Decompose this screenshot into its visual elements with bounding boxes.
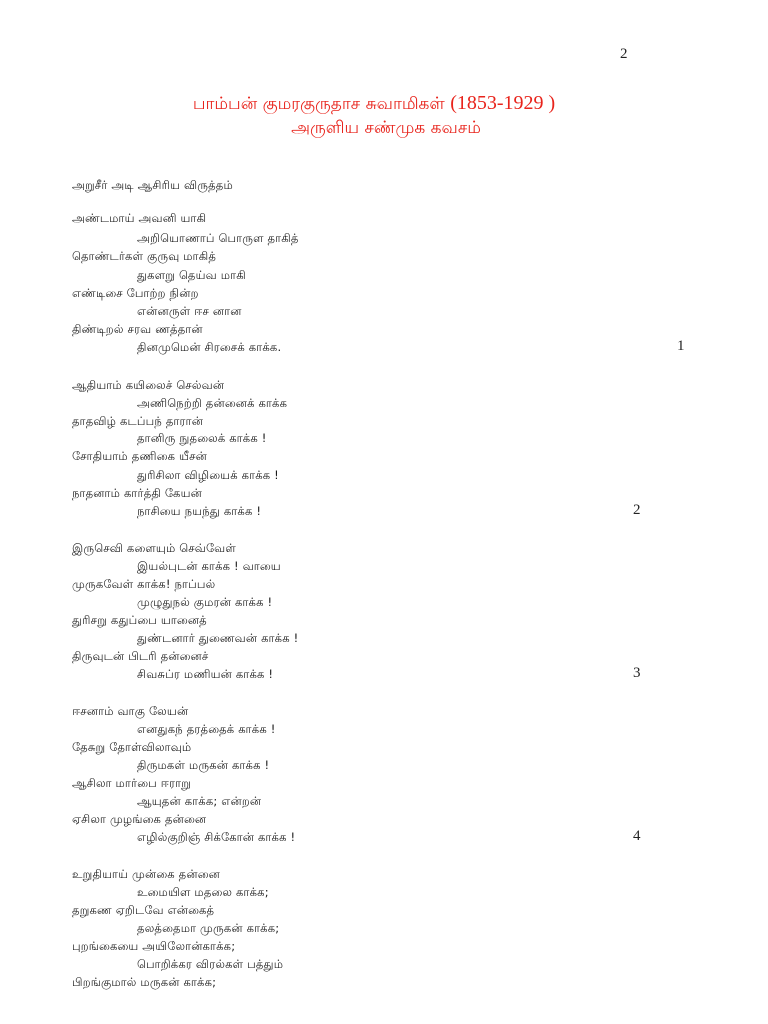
- verse-line: முருகவேள் காக்க! நாப்பல்: [72, 577, 216, 591]
- verse-line: திண்டிறல் சரவ ணத்தான்: [72, 322, 203, 336]
- verse-line: நாதனாம் கார்த்தி கேயன்: [72, 486, 203, 500]
- verse-line: அணிநெற்றி தன்னைக் காக்க: [137, 396, 288, 410]
- verse-line: எனதுகந் தரத்தைக் காக்க !: [137, 722, 276, 736]
- verse-number: 1: [677, 338, 685, 354]
- verse-line: துகளறு தெய்வ மாகி: [137, 268, 246, 282]
- verse-line: எண்டிசை போற்ற நின்ற: [72, 286, 199, 300]
- verse-line: நாசியை நயந்து காக்க !: [137, 504, 262, 518]
- verse-line: ஆசிலா மார்பை ஈராறு: [72, 776, 191, 790]
- verse-number: 4: [633, 828, 641, 844]
- verse-line: முழுதுநல் குமரன் காக்க !: [137, 595, 273, 609]
- verse-line: சோதியாம் தணிகை யீசன்: [72, 449, 208, 463]
- title-years: (1853-1929 ): [450, 92, 556, 114]
- verse-line: திருமகள் மருகன் காக்க !: [137, 758, 270, 772]
- verse-line: தலத்தைமா முருகன் காக்க;: [137, 921, 280, 935]
- verse-line: தொண்டர்கள் குருவு மாகித்: [72, 249, 217, 263]
- meter-heading: அறுசீர் அடி ஆசிரிய விருத்தம்: [72, 178, 233, 192]
- verse-line: தானிரு நுதலைக் காக்க !: [137, 431, 267, 445]
- verse-line: இயல்புடன் காக்க ! வாயை: [137, 559, 281, 573]
- verse-line: தறுகண ஏறிடவே என்கைத்: [72, 903, 215, 917]
- verse-line: புறங்கையை அயிலோன்காக்க;: [72, 939, 236, 953]
- verse-line: சிவசுப்ர மணியன் காக்க !: [137, 667, 274, 681]
- verse-line: துண்டனார் துணைவன் காக்க !: [137, 631, 299, 645]
- verse-line: என்னருள் ஈச னான: [137, 304, 242, 318]
- verse-line: பிறங்குமால் மருகன் காக்க;: [72, 975, 217, 989]
- verse-line: பொறிக்கர விரல்கள் பத்தும்: [137, 957, 284, 971]
- verse-line: தேசுறு தோள்விலாவும்: [72, 740, 192, 754]
- verse-line: உறுதியாய் முன்கை தன்னை: [72, 867, 220, 881]
- verse-line: எழில்குறிஞ் சிக்கோன் காக்க !: [137, 830, 296, 844]
- verse-line: தாதவிழ் கடப்பந் தாரான்: [72, 414, 204, 428]
- verse-line: துரிசிலா விழியைக் காக்க !: [137, 468, 279, 482]
- verse-line: ஆதியாம் கயிலைச் செல்வன்: [72, 378, 225, 392]
- verse-number: 3: [633, 665, 641, 681]
- verse-line: திருவுடன் பிடரி தன்னைச்: [72, 649, 209, 663]
- verse-line: அண்டமாய் அவனி யாகி: [72, 211, 207, 225]
- verse-line: அறியொணாப் பொருள தாகித்: [137, 231, 299, 245]
- title-work: அருளிய சண்முக கவசம்: [291, 118, 481, 138]
- title-author: [0, 92, 758, 116]
- verse-line: ஏசிலா முழங்கை தன்னை: [72, 812, 207, 826]
- title-author-name: பாம்பன் குமரகுருதாச சுவாமிகள்: [192, 94, 451, 114]
- verse-line: உமையிள மதலை காக்க;: [137, 885, 269, 899]
- page-number: 2: [620, 46, 628, 62]
- verse-line: துரிசறு கதுப்பை யானைத்: [72, 613, 207, 627]
- verse-line: ஆயுதன் காக்க; என்றன்: [137, 794, 262, 808]
- verse-line: ஈசனாம் வாகு லேயன்: [72, 704, 189, 718]
- verse-line: இருசெவி களையும் செவ்வேள்: [72, 541, 236, 555]
- verse-number: 2: [633, 502, 641, 518]
- verse-line: தினமுமென் சிரசைக் காக்க.: [137, 340, 282, 354]
